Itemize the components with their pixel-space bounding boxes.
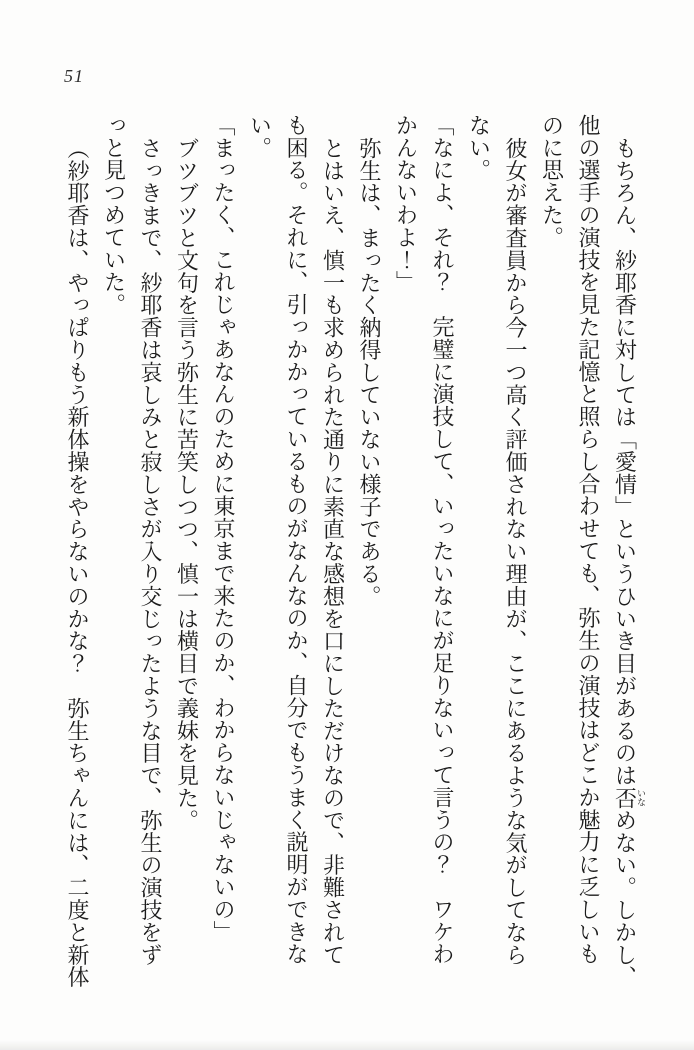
text-line: 他の選手の演技を見た記憶と照らし合わせても、弥生の演技はどこか魅力に乏しいも [576,114,601,966]
text-line: ない。 [466,114,492,182]
scan-edge-shadow [0,1040,694,1050]
text-line: 弥生は、まったく納得していない様子である。 [357,137,382,608]
text-line: のに思えた。 [539,114,565,249]
text-line: かんないわよ！」 [393,114,419,294]
vertical-text-block [62,114,646,994]
text-line: 「なによ、それ？ 完璧に演技して、いったいなにが足りないって言うの？ ワケわ [430,114,455,966]
furigana-annotation: 否いな [612,786,646,810]
text-line: っと見つめていた。 [101,114,127,316]
text-line: ブツブツと文句を言う弥生に苦笑しつつ、慎一は横目で義妹を見た。 [174,137,200,832]
text-line: い。 [247,114,273,159]
text-line: もちろん、紗耶香に対しては「愛情」というひいき目があるのは否いなめない。しかし、 [612,137,646,989]
text-line: さっきまで、紗耶香は哀しみと寂しさが入り交じったような目で、弥生の演技をず [138,137,163,966]
page-number: 51 [64,66,84,86]
text-line: も困る。それに、引っかかっているものがなんなのか、自分でもうまく説明ができな [284,114,309,966]
text-line: 「まったく、これじゃあなんのために東京まで来たのか、わからないじゃないの」 [211,114,236,943]
text-line: （紗耶香は、やっぱりもう新体操をやらないのかな？ 弥生ちゃんには、二度と新体 [65,137,90,989]
text-line: 彼女が審査員から今一つ高く評価されない理由が、ここにあるような気がしてなら [503,137,528,966]
text-line: とはいえ、慎一も求められた通りに素直な感想を口にしただけなので、非難されて [320,137,346,966]
